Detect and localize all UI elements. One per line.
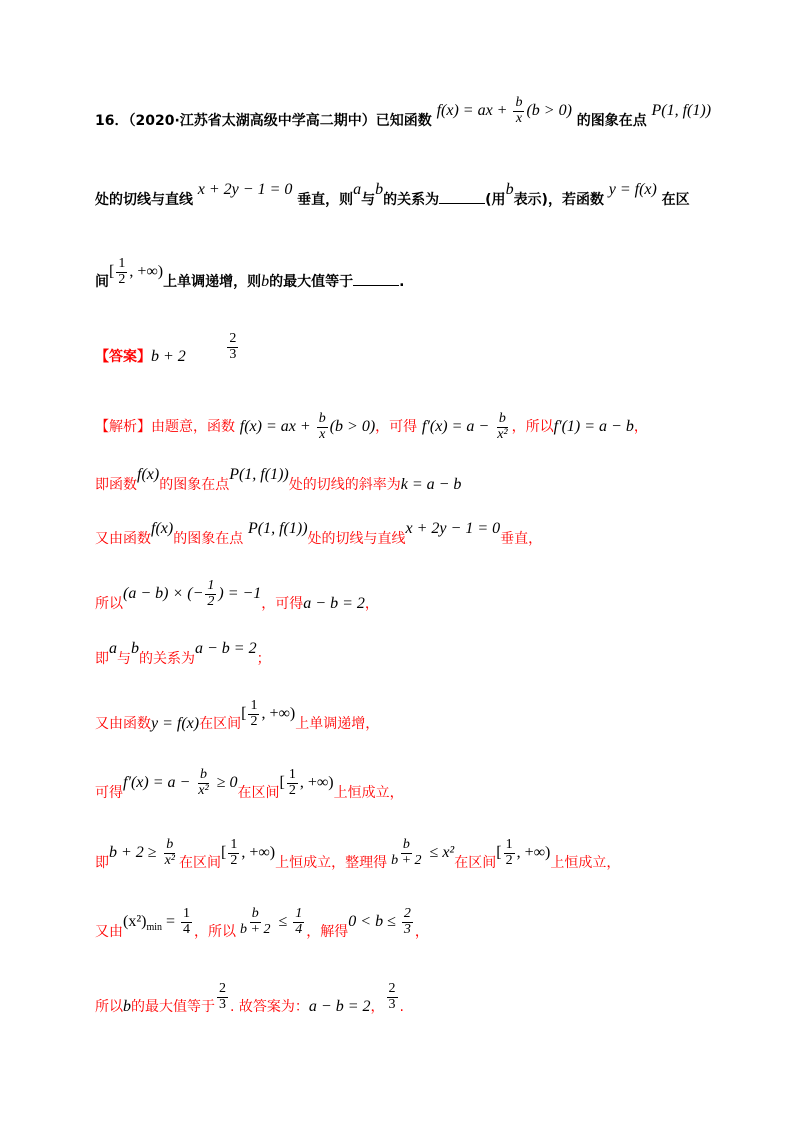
answer-blank — [353, 271, 399, 286]
analysis-line-8: 即b + 2 ≥ $\frac{b}{\text{x²}}$ 在区间[ $\frac{1}{2}$ , +∞)上恒成立，整理得 $\frac{b}{b + 2}$ ≤ x²在区间[ $\frac{1}{2}$ , +∞)上恒成立， — [95, 837, 621, 871]
question-source: （2020·江苏省太湖高级中学高二期中） — [128, 112, 376, 129]
analysis-line-2: 即函数f(x)的图象在点P(1, f(1))处的切线的斜率为k = a − b — [95, 466, 462, 493]
math-var: b — [261, 272, 270, 290]
math-point: P(1, f(1)) — [651, 101, 712, 119]
math-interval: [ $\frac{1}{2}$ , +∞) — [109, 256, 164, 287]
answer-1: b + 2 — [151, 348, 186, 366]
question-text: 在区 — [661, 192, 690, 208]
math-var: b — [505, 181, 514, 198]
math-var: b — [375, 181, 384, 198]
question-text: 的最大值等于 — [269, 273, 354, 290]
question-text: 表示)，若函数 — [513, 192, 604, 208]
analysis-label: 【解析】 — [95, 418, 151, 435]
math-var: a — [353, 181, 362, 198]
analysis-line-4: 所以(a − b) × (− $\frac{1}{2}$ ) = −1，可得a − b = 2， — [95, 578, 379, 612]
question-line-2 — [95, 181, 690, 209]
math-func-y: y = f(x) — [608, 181, 657, 198]
answer-blank — [439, 189, 485, 204]
question-line-1 — [95, 95, 712, 136]
question-text: 的关系为 — [383, 192, 440, 208]
analysis-line-1: 【解析】由题意，函数 f(x) = ax + $\frac{b}{x}$ (b > 0)，可得 f′(x) = a − $\frac{b}{\text{x²}}$ ，所以f′(1) = a − b， — [95, 411, 648, 442]
answer-line — [95, 331, 240, 372]
answer-2: $\frac{2}{3}$ — [229, 331, 237, 362]
math-function: f(x) = ax + $\frac{b}{x}$ (b > 0) — [436, 95, 572, 126]
question-text: 已知函数 — [375, 112, 432, 129]
question-text: 垂直，则 — [297, 192, 354, 208]
analysis-line-5: 即a与b的关系为a − b = 2； — [95, 640, 271, 667]
question-text: 间 — [95, 273, 109, 290]
question-text: (用 — [485, 192, 506, 208]
analysis-line-7: 可得f′(x) = a − $\frac{b}{\text{x²}}$ ≥ 0在区间[ $\frac{1}{2}$ , +∞)上恒成立， — [95, 767, 404, 801]
analysis-line-9: 又由$(x^2)_{min}$ = $\frac{1}{4}$ ，所以 $\frac{b}{b + 2}$ ≤ $\frac{1}{4}$ ，解得0 < b ≤ $\frac{2}{3}$ ， — [95, 906, 429, 940]
question-text: 与 — [361, 192, 376, 208]
question-line-3: 间[ $\frac{1}{2}$ , +∞)上单调递增，则b的最大值等于 . — [95, 256, 405, 290]
question-number: 16． — [95, 112, 129, 129]
math-line-eq: x + 2y − 1 = 0 — [197, 181, 293, 198]
question-text: 处的切线与直线 — [95, 192, 193, 208]
question-text: 的图象在点 — [576, 112, 647, 129]
analysis-line-3: 又由函数f(x)的图象在点 P(1, f(1))处的切线与直线x + 2y − 1 = 0垂直， — [95, 520, 543, 547]
question-text: 上单调递增，则 — [163, 273, 262, 290]
analysis-line-10: 所以b的最大值等于 $\frac{2}{3}$ . 故答案为：a − b = 2， $\frac{2}{3}$ . — [95, 981, 404, 1016]
answer-label: 【答案】 — [95, 349, 151, 366]
analysis-line-6: 又由函数y = f(x)在区间[ $\frac{1}{2}$ , +∞)上单调递增， — [95, 698, 380, 732]
